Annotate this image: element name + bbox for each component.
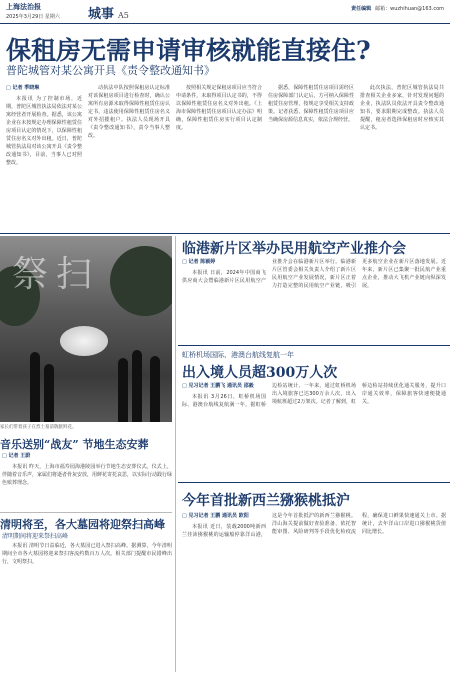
story4-text: 本报讯 日前，2024年中国商飞供应商大会暨临港新片区民用航空产业推介会在临港新片区举行。临港新片区管委会相关负责人介绍了新片区民用航空产业发展情况，新片区正着力打造完整的民用航空产业链，吸引更多航空企业在新片区落地发展。近年来，新片区已集聚一批民航产业重点企业，推动大飞机产业链向纵深发展。 <box>182 259 446 289</box>
story3-body <box>2 542 172 672</box>
section-name: 城事 <box>88 7 115 22</box>
issue-date: 2025年3月29日 星期六 <box>6 14 60 20</box>
main-col-4 <box>268 84 354 230</box>
story6-body <box>182 512 446 672</box>
main-col-2-text: 动执法中队按照保租房认定标准对该保租房项目进行检查时，确认公寓所有房源未取得保障性租赁住房认定书，违法使用保障性租赁住房名义对外招揽租户。执法人员现场开具《责令整改通知书》，责令当事人整改。 <box>88 85 170 139</box>
column-divider <box>175 236 176 672</box>
story5-byline: □ 见习记者 王鹏飞 通讯员 邵毅 <box>182 383 254 389</box>
page-number: A5 <box>118 11 129 20</box>
divider-story2 <box>0 512 172 513</box>
photo-person <box>30 352 40 422</box>
main-headline: 保租房无需申请审核就能直接住? <box>6 36 371 65</box>
story4-headline: 临港新片区举办民用航空产业推介会 <box>182 241 406 257</box>
main-col-1-text: 本报讯 为了控制市场，近期，普陀区城管执法局依法对某公寓经营者开展检查。据悉，该公寓企业在未按规定办理保障性租赁住房项目认定的情况下，以保障性租赁住房名义对外出租。近日，普陀城管执法局对该公寓开具《责令整改通知书》，目前，当事人已对照整改。 <box>6 96 82 166</box>
main-col-2 <box>88 84 170 230</box>
photo-person <box>44 364 54 422</box>
photo-person <box>150 356 160 422</box>
main-col-3-text: 按照相关规定保租房项目应当符合申请条件，未取得项目认定书的，不得以保障性租赁住房名义对外出租。《上海市保障性租赁住房项目认定办法》明确，保障性租赁住房实行项目认定制度。 <box>176 85 262 131</box>
story5-kicker: 虹桥机场国际、港澳台航线复航一年 <box>182 351 294 359</box>
divider-main <box>0 233 450 234</box>
story2-byline: □ 记者 王蔚 <box>2 453 31 459</box>
story6-headline: 今年首批新西兰猕猴桃抵沪 <box>182 493 350 509</box>
photo-person <box>118 358 128 422</box>
story3-headline: 清明将至，各大墓园将迎祭扫高峰 <box>0 518 165 531</box>
story4-byline: □ 记者 陈颖婷 <box>182 259 216 265</box>
section-title <box>88 3 129 22</box>
editor-label: 责任编辑 <box>351 6 372 12</box>
main-subhead: 普陀城管对某公寓开具《责令整改通知书》 <box>6 64 215 77</box>
divider-story5 <box>178 482 450 483</box>
page-header <box>0 0 450 24</box>
main-col-5-text: 此次执法，普陀区城管执法局共排查相关企业多家，针对发现问题的企业，执法队员依法开具责令整改通知书，要求限期完成整改。执法人员提醒，租房者选择保租房时应核实其认定书。 <box>360 85 444 131</box>
story2-body <box>2 452 172 510</box>
story6-text: 本报讯 近日，装载2000吨新西兰佳沛猕猴桃的运输船停靠洋山港，这是今年首批抵沪的新西兰猕猴桃。洋山海关提前做好查验准备，依托智能审图、风险研判等手段优化检疫流程，确保进口鲜果快速通关上市。据统计，去年洋山口岸进口猕猴桃货值同比增长。 <box>182 513 446 538</box>
story2-headline: 音乐送别“战友” 节地生态安葬 <box>0 438 149 451</box>
photo-tree <box>110 246 172 316</box>
main-col-4-text: 据悉，保障性租赁住房项目需经区住房保障部门认定后，方可纳入保障性租赁住房管理，按规定享受相关支持政策。记者获悉，保障性租赁住房项目应当确保房源信息真实，依法合规经营。 <box>268 85 354 123</box>
story2-text: 本报讯 昨天，上海市福寿园海港陵园举行节地生态安葬仪式。仪式上，伴随着音乐声，家属们将逝者骨灰安放，用鲜花寄托哀思，以实际行动践行绿色殡葬理念。 <box>2 464 172 486</box>
photo-caption: 家长们带着孩子在烈士墓前敬献鲜花。 <box>0 425 77 430</box>
tribute-photo <box>0 236 172 422</box>
story4-body <box>182 258 446 342</box>
story5-body <box>182 382 446 472</box>
story3-kicker: 清明期间将迎来祭扫高峰 <box>2 533 69 540</box>
story5-headline: 出入境人员超300万人次 <box>182 365 338 381</box>
main-col-1 <box>6 84 82 230</box>
photo-person <box>132 350 142 422</box>
story3-text: 本报讯 清明节日益临近，各大墓园已进入祭扫高峰。据测算，今年清明期间全市各大墓园将迎来祭扫客流约数百万人次。相关部门提醒市民错峰出行，文明祭扫。 <box>2 543 172 565</box>
main-byline: □ 记者 季晓琳 <box>6 85 40 91</box>
main-col-5 <box>360 84 444 230</box>
editor-info <box>351 5 444 12</box>
masthead: 上海法治报 <box>6 2 41 11</box>
story5-text: 本报讯 3月26日，虹桥机场国际、港澳台航线复航满一年。据虹桥边检站统计，一年来，通过虹桥机场出入境旅客已达300万余人次，出入境航班超过2万架次。记者了解到，虹桥边检站持续优化通关服务，提升口岸通关效率，保障旅客快速便捷通关。 <box>182 383 446 408</box>
divider-story4 <box>178 345 450 346</box>
main-col-3 <box>176 84 262 230</box>
photo-watermark: 祭扫 <box>12 254 101 295</box>
photo-wreath <box>60 326 108 356</box>
editor-contact: 邮箱：wuzhihuan@163.com <box>375 6 444 12</box>
story6-byline: □ 见习记者 王鹏 通讯员 欧阳 <box>182 513 249 519</box>
